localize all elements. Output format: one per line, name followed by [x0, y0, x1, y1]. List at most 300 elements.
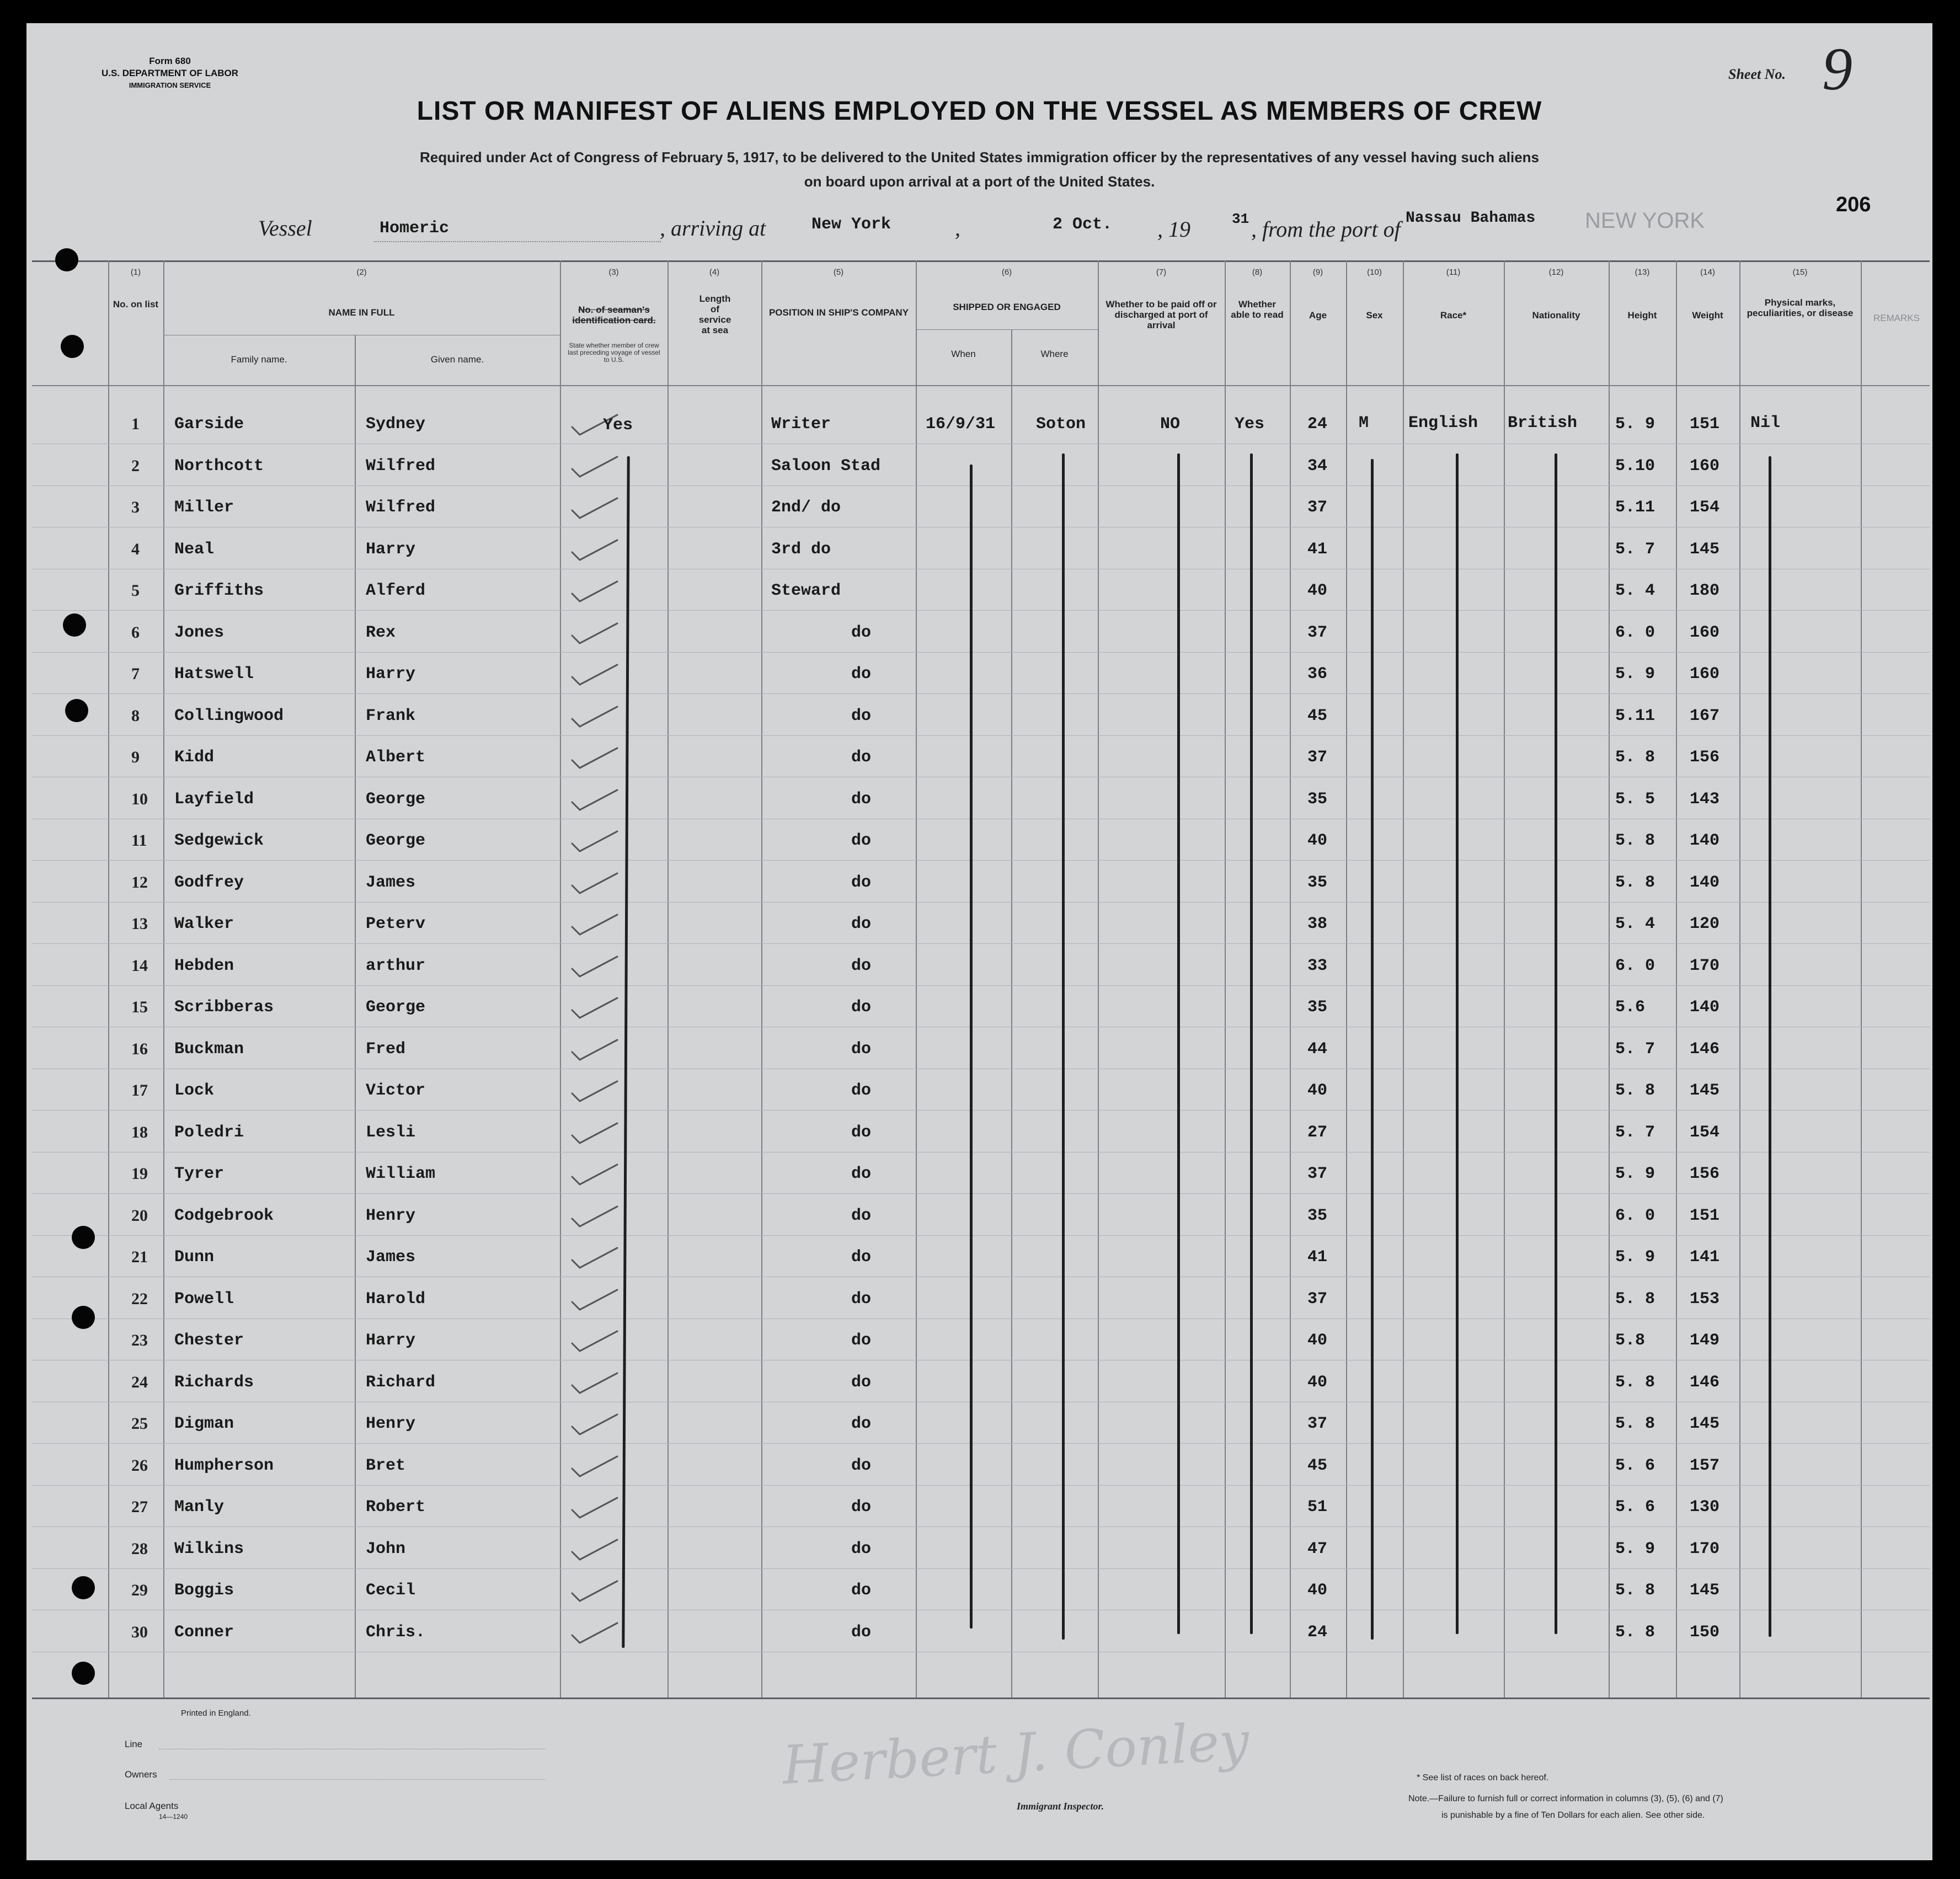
binder-hole	[55, 248, 78, 271]
row-rule	[32, 902, 1930, 903]
position: Saloon Stad	[771, 457, 881, 476]
row-number: 16	[131, 1040, 148, 1058]
weight: 140	[1690, 873, 1720, 892]
height: 5. 5	[1615, 790, 1655, 809]
weight: 170	[1690, 957, 1720, 975]
ditto-line-where	[1062, 453, 1065, 1640]
age: 40	[1307, 1581, 1328, 1600]
given-name: William	[366, 1165, 436, 1183]
height: 5. 9	[1615, 1540, 1655, 1558]
given-name: Rex	[366, 623, 396, 642]
row-number: 14	[131, 957, 148, 975]
weight: 130	[1690, 1498, 1720, 1517]
row-rule	[32, 1443, 1930, 1444]
given-name-header: Given name.	[430, 354, 484, 365]
row-number: 8	[131, 707, 140, 725]
check-mark-icon	[570, 827, 619, 860]
height: 5.10	[1615, 457, 1655, 476]
weight: 145	[1690, 1581, 1720, 1600]
remarks-header: REMARKS	[1873, 313, 1920, 323]
age: 34	[1307, 457, 1328, 476]
age: 44	[1307, 1040, 1328, 1059]
row-number: 3	[131, 498, 140, 516]
page-title: LIST OR MANIFEST OF ALIENS EMPLOYED ON THE VESSEL AS MEMBERS OF CREW	[416, 97, 1542, 126]
given-name: Peterv	[366, 915, 426, 933]
age: 47	[1307, 1540, 1328, 1558]
check-mark-icon	[570, 1285, 619, 1318]
family-name: Griffiths	[174, 581, 264, 600]
check-mark-icon	[570, 1160, 619, 1193]
col9-header: Age	[1309, 310, 1327, 321]
row-number: 5	[131, 581, 140, 600]
age: 35	[1307, 790, 1328, 809]
row1-when: 16/9/31	[926, 415, 996, 434]
sheet-number: 9	[1822, 35, 1852, 103]
age: 24	[1307, 415, 1328, 434]
row-number: 10	[131, 790, 148, 808]
row-number: 20	[131, 1207, 148, 1225]
position: do	[851, 1123, 872, 1142]
height: 5. 4	[1615, 915, 1655, 933]
given-name: Sydney	[366, 415, 426, 434]
row-number: 17	[131, 1081, 148, 1099]
height: 5. 9	[1615, 665, 1655, 684]
weight: 160	[1690, 623, 1720, 642]
given-name: George	[366, 998, 426, 1017]
weight: 160	[1690, 665, 1720, 684]
family-name: Layfield	[174, 790, 254, 809]
row1-card: Yes	[603, 416, 633, 435]
check-mark-icon	[570, 452, 619, 485]
ditto-line-read	[1250, 453, 1253, 1634]
check-mark-icon	[570, 660, 619, 693]
height: 6. 0	[1615, 1207, 1655, 1225]
given-name: Harold	[366, 1290, 426, 1309]
penalty-note-1: Note.—Failure to furnish full or correct information in columns (3), (5), (6) and (7)	[1408, 1794, 1723, 1803]
row-number: 26	[131, 1456, 148, 1475]
family-name: Wilkins	[174, 1540, 244, 1558]
row-rule	[32, 1235, 1930, 1236]
check-mark-icon	[570, 1035, 619, 1069]
subtitle-line-1: Required under Act of Congress of February 5, 1917, to be delivered to the United States immigration officer by the representatives of any vessel having such aliens	[419, 149, 1540, 166]
family-name: Powell	[174, 1290, 234, 1309]
check-mark-icon	[570, 1077, 619, 1110]
row-rule	[32, 943, 1930, 944]
check-mark-icon	[570, 786, 619, 819]
row-number: 18	[131, 1123, 148, 1141]
age: 27	[1307, 1123, 1328, 1142]
height: 5. 9	[1615, 415, 1655, 434]
col5-header: POSITION IN SHIP'S COMPANY	[768, 307, 909, 318]
binder-hole	[72, 1662, 95, 1685]
check-mark-icon	[570, 1577, 619, 1610]
weight: 120	[1690, 915, 1720, 933]
year-prefix: , 19	[1157, 217, 1190, 242]
age: 35	[1307, 873, 1328, 892]
row-rule	[32, 1526, 1930, 1527]
arrival-port: New York	[811, 215, 891, 234]
binder-hole	[72, 1576, 95, 1599]
given-name: Henry	[366, 1414, 416, 1433]
row-rule	[32, 1193, 1930, 1194]
position: do	[851, 665, 872, 684]
age: 38	[1307, 915, 1328, 933]
given-name: Harry	[366, 665, 416, 684]
ditto-line-paid-off	[1177, 453, 1180, 1634]
given-name: arthur	[366, 957, 426, 975]
height: 5. 7	[1615, 1123, 1655, 1142]
row-number: 9	[131, 748, 140, 766]
check-mark-icon	[570, 1619, 619, 1652]
ditto-line-race	[1456, 453, 1459, 1634]
given-name: Frank	[366, 707, 416, 725]
col7-header: Whether to be paid off or discharged at port of arrival	[1105, 299, 1217, 330]
height: 5. 8	[1615, 1081, 1655, 1100]
binder-hole	[61, 335, 84, 358]
row-rule	[32, 1485, 1930, 1486]
col4-header: Length of service at sea	[698, 293, 731, 335]
row1-paid-off: NO	[1160, 415, 1181, 434]
row-rule	[32, 860, 1930, 861]
age: 37	[1307, 498, 1328, 517]
family-name: Chester	[174, 1331, 244, 1350]
immigrant-inspector-label: Immigrant Inspector.	[1017, 1801, 1104, 1812]
row-rule	[32, 485, 1930, 486]
row-number: 28	[131, 1540, 148, 1558]
given-name: George	[366, 831, 426, 850]
family-name: Collingwood	[174, 707, 284, 725]
position: 3rd do	[771, 540, 831, 559]
height: 5. 8	[1615, 1414, 1655, 1433]
position: do	[851, 1207, 872, 1225]
weight: 150	[1690, 1623, 1720, 1642]
height: 5. 8	[1615, 1623, 1655, 1642]
age: 40	[1307, 831, 1328, 850]
shipped-subrule	[916, 329, 1098, 330]
col5-number: (5)	[833, 268, 844, 277]
family-name: Humpherson	[174, 1456, 274, 1475]
races-note: * See list of races on back hereof.	[1417, 1773, 1549, 1782]
arrival-date: 2 Oct.	[1053, 215, 1113, 234]
age: 37	[1307, 1290, 1328, 1309]
age: 45	[1307, 1456, 1328, 1475]
owners-rule	[170, 1779, 545, 1780]
col11-number: (11)	[1446, 268, 1461, 277]
weight: 151	[1690, 415, 1720, 434]
check-mark-icon	[570, 744, 619, 777]
age: 24	[1307, 1623, 1328, 1642]
from-port-label: , from the port of	[1251, 217, 1401, 242]
position: do	[851, 1623, 872, 1642]
family-name: Hatswell	[174, 665, 254, 684]
weight: 156	[1690, 748, 1720, 767]
col14-number: (14)	[1700, 268, 1715, 277]
height: 6. 0	[1615, 957, 1655, 975]
height: 5. 6	[1615, 1498, 1655, 1517]
ditto-line-when	[970, 465, 973, 1629]
page-number: 206	[1836, 193, 1871, 216]
family-name: Boggis	[174, 1581, 234, 1600]
age: 40	[1307, 1081, 1328, 1100]
row-number: 12	[131, 873, 148, 892]
position: do	[851, 1456, 872, 1475]
position: do	[851, 1248, 872, 1267]
check-mark-icon	[570, 536, 619, 569]
height: 5.6	[1615, 998, 1646, 1017]
weight: 149	[1690, 1331, 1720, 1350]
check-mark-icon	[570, 494, 619, 527]
height: 5.11	[1615, 707, 1655, 725]
weight: 145	[1690, 1414, 1720, 1433]
row-rule	[32, 693, 1930, 694]
position: Writer	[771, 415, 831, 434]
port-comma: ,	[955, 216, 960, 241]
height: 6. 0	[1615, 623, 1655, 642]
col8-header: Whether able to read	[1231, 299, 1284, 320]
row-rule	[32, 735, 1930, 736]
position: do	[851, 1290, 872, 1309]
position: do	[851, 1498, 872, 1517]
weight: 156	[1690, 1165, 1720, 1183]
row-number: 11	[131, 831, 147, 850]
col14-header: Weight	[1692, 310, 1723, 321]
age: 37	[1307, 1414, 1328, 1433]
line-label: Line	[125, 1739, 143, 1749]
col13-header: Height	[1627, 310, 1657, 321]
weight: 157	[1690, 1456, 1720, 1475]
binder-hole	[65, 699, 88, 722]
shipped-when-header: When	[951, 349, 976, 359]
age: 35	[1307, 998, 1328, 1017]
height: 5. 9	[1615, 1165, 1655, 1183]
given-name: Alferd	[366, 581, 426, 600]
subtitle-line-2: on board upon arrival at a port of the United States.	[804, 173, 1155, 190]
given-name: Bret	[366, 1456, 406, 1475]
given-name: Wilfred	[366, 498, 436, 517]
weight: 153	[1690, 1290, 1720, 1309]
ditto-line-sex	[1371, 459, 1374, 1640]
vessel-name: Homeric	[380, 219, 450, 238]
position: do	[851, 1414, 872, 1433]
given-name: John	[366, 1540, 406, 1558]
owners-label: Owners	[125, 1769, 157, 1780]
binder-hole	[72, 1306, 95, 1329]
age: 37	[1307, 1165, 1328, 1183]
row-number: 22	[131, 1290, 148, 1308]
family-name-header: Family name.	[231, 354, 287, 365]
family-name: Manly	[174, 1498, 225, 1517]
col13-number: (13)	[1635, 268, 1650, 277]
penalty-note-2: is punishable by a fine of Ten Dollars for each alien. See other side.	[1441, 1811, 1705, 1820]
check-mark-icon	[570, 952, 619, 985]
family-name: Miller	[174, 498, 234, 517]
arrival-year: 31	[1232, 211, 1249, 227]
inspector-signature: Herbert J. Conley	[781, 1710, 1251, 1797]
weight: 154	[1690, 498, 1720, 517]
row1-nationality: British	[1508, 414, 1578, 433]
family-name: Hebden	[174, 957, 234, 975]
given-name: James	[366, 1248, 416, 1267]
binder-hole	[72, 1226, 95, 1249]
row-number: 30	[131, 1623, 148, 1641]
col10-header: Sex	[1366, 310, 1383, 321]
family-name: Sedgewick	[174, 831, 264, 850]
row-number: 25	[131, 1414, 148, 1433]
age: 36	[1307, 665, 1328, 684]
ditto-line-nationality	[1555, 453, 1557, 1634]
row-number: 24	[131, 1373, 148, 1391]
given-name: Cecil	[366, 1581, 416, 1600]
family-name: Neal	[174, 540, 215, 559]
row1-where: Soton	[1036, 415, 1086, 434]
weight: 160	[1690, 457, 1720, 476]
weight: 140	[1690, 831, 1720, 850]
vessel-name-rule	[374, 241, 661, 243]
check-mark-icon	[570, 869, 619, 902]
table-top-border	[32, 260, 1930, 262]
family-name: Tyrer	[174, 1165, 225, 1183]
check-mark-icon	[570, 1119, 619, 1152]
height: 5.11	[1615, 498, 1655, 517]
age: 40	[1307, 581, 1328, 600]
family-name: Northcott	[174, 457, 264, 476]
height: 5. 8	[1615, 1290, 1655, 1309]
col3-header: No. of seaman's identification card.	[572, 305, 656, 325]
check-mark-icon	[570, 1243, 619, 1277]
position: do	[851, 1165, 872, 1183]
check-mark-icon	[570, 910, 619, 943]
position: do	[851, 957, 872, 975]
row-rule	[32, 985, 1930, 986]
given-name: Wilfred	[366, 457, 436, 476]
family-name: Garside	[174, 415, 244, 434]
family-name: Poledri	[174, 1123, 244, 1142]
height: 5. 8	[1615, 1373, 1655, 1392]
family-name: Walker	[174, 915, 234, 933]
col9-number: (9)	[1312, 268, 1323, 277]
height: 5. 8	[1615, 873, 1655, 892]
check-mark-icon	[570, 619, 619, 652]
sheet-label: Sheet No.	[1728, 66, 1786, 82]
position: do	[851, 1540, 872, 1558]
weight: 170	[1690, 1540, 1720, 1558]
given-name: Richard	[366, 1373, 436, 1392]
col15-header: Physical marks, peculiarities, or disease	[1747, 297, 1854, 318]
row1-race: English	[1408, 414, 1478, 433]
position: do	[851, 1081, 872, 1100]
family-name: Richards	[174, 1373, 254, 1392]
col12-number: (12)	[1548, 268, 1564, 277]
row-number: 15	[131, 998, 148, 1016]
check-mark-icon	[570, 1410, 619, 1443]
row-number: 13	[131, 915, 148, 933]
age: 40	[1307, 1373, 1328, 1392]
col2-number: (2)	[356, 268, 367, 277]
given-name: Chris.	[366, 1623, 426, 1642]
weight: 145	[1690, 540, 1720, 559]
col12-header: Nationality	[1532, 310, 1580, 321]
position: do	[851, 748, 872, 767]
row-number: 19	[131, 1165, 148, 1183]
row-number: 23	[131, 1331, 148, 1349]
age: 33	[1307, 957, 1328, 975]
position: do	[851, 623, 872, 642]
col3-number: (3)	[608, 268, 619, 277]
row-number: 6	[131, 623, 140, 642]
height: 5. 8	[1615, 1581, 1655, 1600]
height: 5. 8	[1615, 748, 1655, 767]
position: do	[851, 1331, 872, 1350]
form-code: 14—1240	[159, 1813, 188, 1821]
position: do	[851, 831, 872, 850]
given-name: Robert	[366, 1498, 426, 1517]
col2-header: NAME IN FULL	[328, 307, 395, 318]
family-name: Godfrey	[174, 873, 244, 892]
family-name: Dunn	[174, 1248, 215, 1267]
col8-number: (8)	[1252, 268, 1263, 277]
height: 5. 6	[1615, 1456, 1655, 1475]
weight: 154	[1690, 1123, 1720, 1142]
check-mark-icon	[570, 994, 619, 1027]
check-mark-icon	[570, 1535, 619, 1568]
family-name: Digman	[174, 1414, 234, 1433]
col11-header: Race*	[1440, 310, 1467, 321]
row1-sex: M	[1359, 414, 1369, 433]
row-rule	[32, 610, 1930, 611]
department-label: U.S. DEPARTMENT OF LABOR	[101, 68, 239, 78]
row1-marks: Nil	[1750, 414, 1781, 433]
weight: 143	[1690, 790, 1720, 809]
col7-number: (7)	[1156, 268, 1167, 277]
position: do	[851, 1581, 872, 1600]
position: do	[851, 707, 872, 725]
form-header	[98, 55, 242, 92]
col6-header: SHIPPED OR ENGAGED	[953, 302, 1061, 312]
row-number: 7	[131, 665, 140, 683]
given-name: James	[366, 873, 416, 892]
age: 35	[1307, 1207, 1328, 1225]
weight: 141	[1690, 1248, 1720, 1267]
weight: 151	[1690, 1207, 1720, 1225]
shipped-where-header: Where	[1040, 349, 1069, 359]
col15-number: (15)	[1792, 268, 1808, 277]
position: do	[851, 1373, 872, 1392]
row-rule	[32, 652, 1930, 653]
form-number: Form 680	[149, 56, 191, 66]
age: 37	[1307, 748, 1328, 767]
row-number: 1	[131, 415, 140, 433]
table-bottom-border	[32, 1697, 1930, 1699]
arriving-label: , arriving at	[660, 216, 766, 241]
row1-read: Yes	[1235, 415, 1265, 434]
height: 5. 9	[1615, 1248, 1655, 1267]
age: 41	[1307, 540, 1328, 559]
height: 5. 7	[1615, 540, 1655, 559]
col4-number: (4)	[709, 268, 720, 277]
weight: 146	[1690, 1373, 1720, 1392]
given-name: George	[366, 790, 426, 809]
check-mark-icon	[570, 1369, 619, 1402]
given-name: Harry	[366, 540, 416, 559]
given-name: Henry	[366, 1207, 416, 1225]
row-rule	[32, 1318, 1930, 1319]
check-mark-icon	[570, 1327, 619, 1360]
col3-note: State whether member of crew last preceding voyage of vessel to U.S.	[568, 341, 660, 364]
vessel-label: Vessel	[258, 216, 312, 241]
height: 5. 4	[1615, 581, 1655, 600]
position: do	[851, 915, 872, 933]
family-name: Kidd	[174, 748, 215, 767]
